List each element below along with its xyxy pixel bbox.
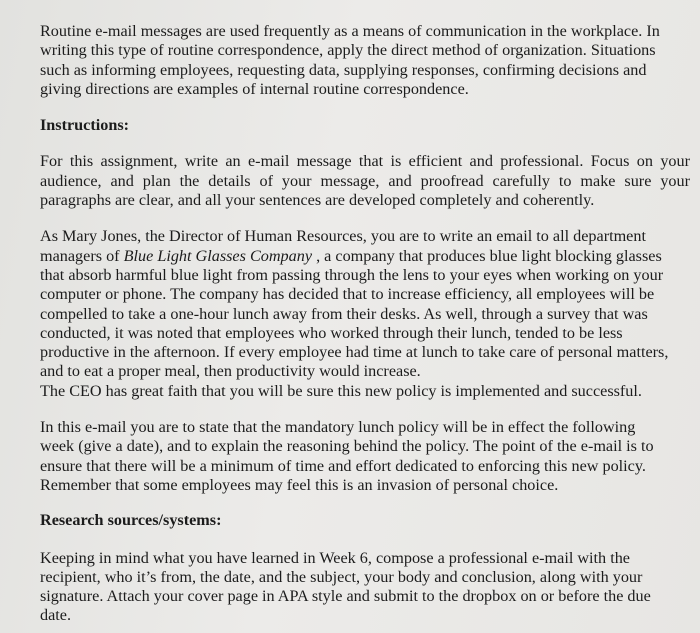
text-line: giving directions are examples of internal routine correspondence. [40,79,469,98]
text-line: recipient, who it’s from, the date, and the subject, your body and conclusion, along with your [40,567,643,586]
text-line: Remember that some employees may feel this is an invasion of personal choice. [40,475,559,494]
text-line: signature. Attach your cover page in APA style and submit to the dropbox on or before the due [40,587,651,606]
text-line: computer or phone. The company has decided that to increase efficiency, all employees will be [40,285,655,304]
text-line: productive in the afternoon. If every employee had time at lunch to take care of personal matters, [40,343,669,362]
instructions-heading: Instructions: [40,116,130,135]
text-line: The CEO has great faith that you will be sure this new policy is implemented and successful. [40,381,642,400]
text-line: For this assignment, write an e-mail message that is efficient and professional. Focus on your [40,152,690,171]
email-task-paragraph [40,418,690,495]
research-heading: Research sources/systems: [40,511,222,530]
text-line: week (give a date), and to explain the reasoning behind the policy. The point of the e-mail is to [40,437,654,456]
research-paragraph [40,549,690,626]
text-fragment: managers of [40,246,124,265]
text-line: compelled to take a one-hour lunch away from their desks. As well, through a survey that was [40,304,648,323]
text-line: paragraphs are clear, and all your sentences are developed completely and coherently. [40,191,595,210]
intro-paragraph [40,22,690,99]
text-line: that absorb harmful blue light from passing through the lens to your eyes when working on your [40,265,664,284]
text-line: and to eat a proper meal, then productivity would increase. [40,362,421,381]
text-line: conducted, it was noted that employees who worked through their lunch, tended to be less [40,323,623,342]
scenario-paragraph [40,227,690,401]
text-line: writing this type of routine correspondence, apply the direct method of organization. Situations [40,41,656,60]
company-name: Blue Light Glasses Company [123,246,313,265]
text-line [40,247,690,266]
text-line: Routine e-mail messages are used frequently as a means of communication in the workplace. In [40,22,660,40]
assignment-paragraph [40,152,690,210]
text-line: In this e-mail you are to state that the mandatory lunch policy will be in effect the following [40,418,636,437]
text-line: audience, and plan the details of your message, and proofread carefully to make sure your [40,171,690,190]
text-line: Keeping in mind what you have learned in Week 6, compose a professional e-mail with the [40,548,630,567]
text-line: date. [40,606,72,625]
text-line: such as informing employees, requesting data, supplying responses, confirming decisions and [40,60,647,79]
text-line: ensure that there will be a minimum of time and effort dedicated to enforcing this new policy. [40,456,646,475]
text-fragment: , a company that produces blue light blocking glasses [312,246,662,265]
text-line: As Mary Jones, the Director of Human Resources, you are to write an email to all department [40,227,646,246]
